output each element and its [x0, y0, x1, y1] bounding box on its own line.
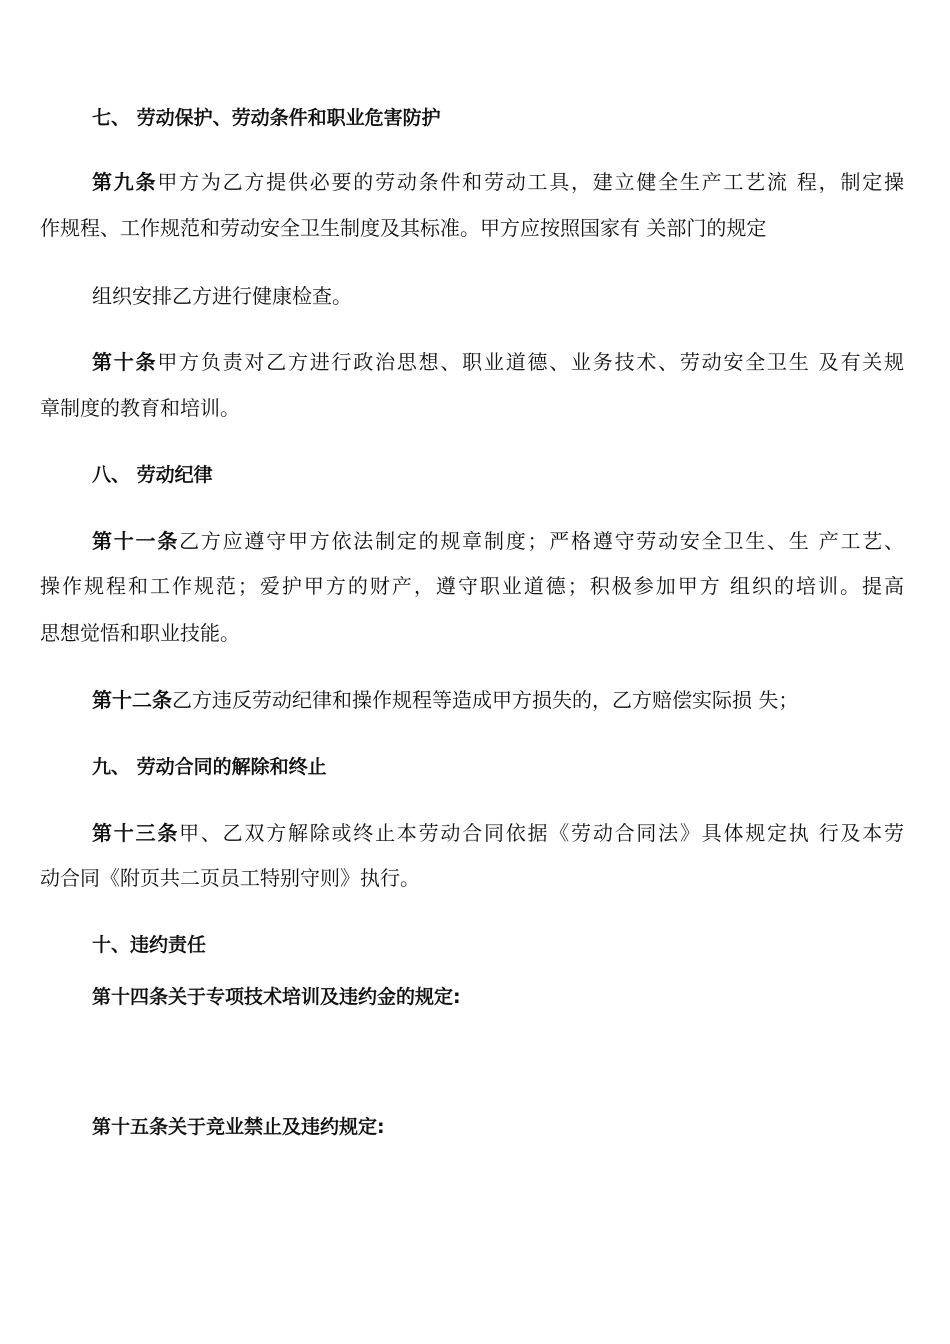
article-9-line-2: 作规程、工作规范和劳动安全卫生制度及其标准。甲方应按照国家有 关部门的规定: [40, 216, 767, 240]
article-11-label: 第十一条: [92, 529, 180, 553]
article-10-label: 第十条: [92, 350, 158, 374]
section-8-heading: 八、 劳动纪律: [92, 464, 213, 486]
section-10-heading: 十、违约责任: [92, 934, 207, 956]
article-14: 第十四条关于专项技术培训及违约金的规定:: [92, 986, 461, 1008]
article-11-line-1: [92, 527, 904, 555]
section-9-heading: 九、 劳动合同的解除和终止: [92, 756, 327, 778]
article-13-label: 第十三条: [92, 821, 180, 845]
article-10-line-1: [92, 348, 904, 376]
article-12-text-1: 乙方违反劳动纪律和操作规程等造成甲方损失的，乙方赔偿实际损 失；: [172, 688, 799, 712]
article-9-label: 第九条: [92, 170, 158, 194]
article-12-label: 第十二条: [92, 688, 172, 712]
article-13-text-1: 甲、乙双方解除或终止本劳动合同依据《劳动合同法》具体规定执 行及本劳: [179, 821, 905, 845]
article-13-line-2: 动合同《附页共二页员工特别守则》执行。: [40, 866, 420, 890]
section-7-heading: 七、 劳动保护、劳动条件和职业危害防护: [92, 107, 441, 129]
article-10-line-2: 章制度的教育和培训。: [40, 396, 240, 420]
article-9-line-1: [92, 168, 904, 196]
article-9-line-3: 组织安排乙方进行健康检查。: [92, 284, 352, 308]
article-9-text-1: 甲方为乙方提供必要的劳动条件和劳动工具，建立健全生产工艺流 程，制定操: [157, 170, 905, 194]
article-11-line-2: 操作规程和工作规范；爱护甲方的财产，遵守职业道德；积极参加甲方 组织的培训。提高: [40, 574, 904, 598]
article-12-line-1: [92, 686, 798, 714]
article-10-text-1: 甲方负责对乙方进行政治思想、职业道德、业务技术、劳动安全卫生 及有关规: [157, 350, 905, 374]
article-15: 第十五条关于竞业禁止及违约规定:: [92, 1116, 385, 1138]
article-11-text-1: 乙方应遵守甲方依法制定的规章制度；严格遵守劳动安全卫生、生 产工艺、: [179, 529, 905, 553]
article-11-line-3: 思想觉悟和职业技能。: [40, 621, 240, 645]
article-13-line-1: [92, 819, 904, 847]
